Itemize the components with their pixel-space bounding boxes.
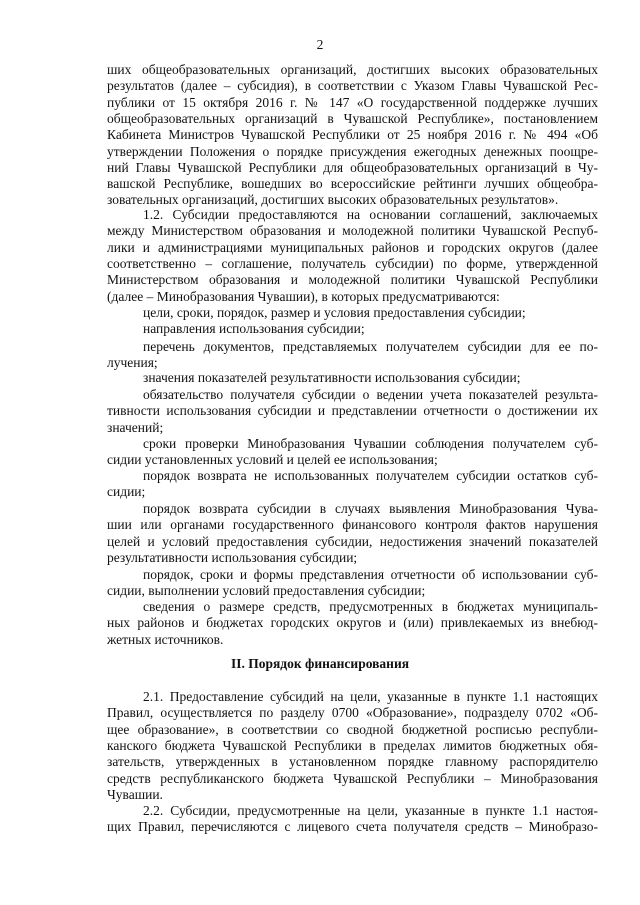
- text-line: сидии, выполнении условий предоставления субсидии;: [107, 583, 426, 599]
- text-line: порядок, сроки и формы представления отчетности об использовании суб-: [143, 567, 598, 582]
- text-line: 2.1. Предоставление субсидий на цели, указанные в пункте 1.1 настоящих: [143, 689, 598, 704]
- text-line: общеобразовательных организаций в Чувашской Республике», постановлением: [107, 110, 598, 126]
- section-heading: II. Порядок финансирования: [230, 656, 410, 671]
- text-line: целей и условий предоставления субсидии, недостижения значений показателей: [107, 533, 598, 549]
- text-line: лучения;: [107, 355, 158, 371]
- text-line: (далее – Минобразования Чувашии), в которых предусматриваются:: [107, 288, 500, 304]
- text-line: 1.2. Субсидии предоставляются на основании соглашений, заключаемых: [143, 207, 598, 222]
- text-line: перечень документов, представляемых получателем субсидии для ее по-: [143, 339, 598, 354]
- text-line: щих Правил, перечисляются с лицевого счета получателя средств – Минобразо-: [107, 819, 598, 835]
- page-number: 2: [316, 37, 324, 52]
- text-line: Правил, осуществляется по разделу 0700 «Образование», подразделу 0702 «Об-: [107, 705, 598, 721]
- text-line: цели, сроки, порядок, размер и условия предоставления субсидии;: [143, 305, 526, 320]
- text-line: между Министерством образования и молодежной политики Чувашской Респуб-: [107, 223, 598, 239]
- text-line: средств республиканского бюджета Чувашской Республики – Минобразования: [107, 770, 598, 786]
- text-line: жетных источников.: [107, 631, 224, 647]
- text-line: зовательных организаций, достигших высоких образовательных результатов».: [107, 192, 559, 208]
- text-line: ших общеобразовательных организаций, достигших высоких образовательных: [107, 62, 598, 77]
- text-line: сведения о размере средств, предусмотренных в бюджетах муниципаль-: [143, 599, 598, 614]
- text-line: порядок возврата субсидии в случаях выявления Минобразования Чува-: [143, 501, 598, 516]
- text-line: сидии;: [107, 484, 146, 500]
- text-line: порядок возврата не использованных получателем субсидии остатков суб-: [143, 468, 598, 483]
- text-line: вашской Республике, вошедших во всероссийские рейтинги лучших общеобра-: [107, 176, 598, 192]
- text-line: значений;: [107, 419, 164, 435]
- text-line: Министерством образования и молодежной политики Чувашской Республики: [107, 272, 598, 288]
- text-line: публики от 15 октября 2016 г. № 147 «О государственной поддержке лучших: [107, 94, 598, 110]
- text-line: направления использования субсидии;: [143, 321, 365, 336]
- text-line: обязательство получателя субсидии о ведении учета показателей результа-: [143, 387, 598, 402]
- text-line: Чувашии.: [107, 786, 163, 802]
- text-line: результатов (далее – субсидия), в соответствии с Указом Главы Чувашской Рес-: [107, 78, 598, 94]
- text-line: лики и администрациями муниципальных районов и городских округов (далее: [107, 239, 598, 255]
- text-line: сидии установленных условий и целей ее использования;: [107, 452, 438, 468]
- text-line: щее образование», в соответствии со сводной бюджетной росписью республи-: [107, 721, 598, 737]
- text-line: тивности использования субсидии и представлении отчетности о достижении их: [107, 403, 598, 419]
- text-line: канского бюджета Чувашской Республики в пределах лимитов бюджетных обя-: [107, 737, 598, 753]
- text-line: ных районов и бюджетах городских округов и (или) привлекаемых из внебюд-: [107, 615, 598, 631]
- text-line: значения показателей результативности использования субсидии;: [143, 370, 521, 385]
- text-line: сроки проверки Минобразования Чувашии соблюдения получателем суб-: [143, 436, 598, 451]
- text-line: 2.2. Субсидии, предусмотренные на цели, указанные в пункте 1.1 настоя-: [143, 803, 598, 818]
- text-line: Кабинета Министров Чувашской Республики от 25 ноября 2016 г. № 494 «Об: [107, 127, 598, 143]
- text-line: утверждении Положения о порядке присуждения ежегодных денежных поощре-: [107, 143, 598, 159]
- text-line: шии или органами государственного финансового контроля фактов нарушения: [107, 517, 598, 533]
- text-line: соответственно – соглашение, получатель субсидии) по форме, утвержденной: [107, 255, 598, 271]
- text-line: ний Главы Чувашской Республики для общеобразовательных организаций в Чу-: [107, 159, 598, 175]
- text-line: результативности использования субсидии;: [107, 549, 358, 565]
- text-line: зательств, утвержденных в установленном порядке главному распорядителю: [107, 754, 598, 770]
